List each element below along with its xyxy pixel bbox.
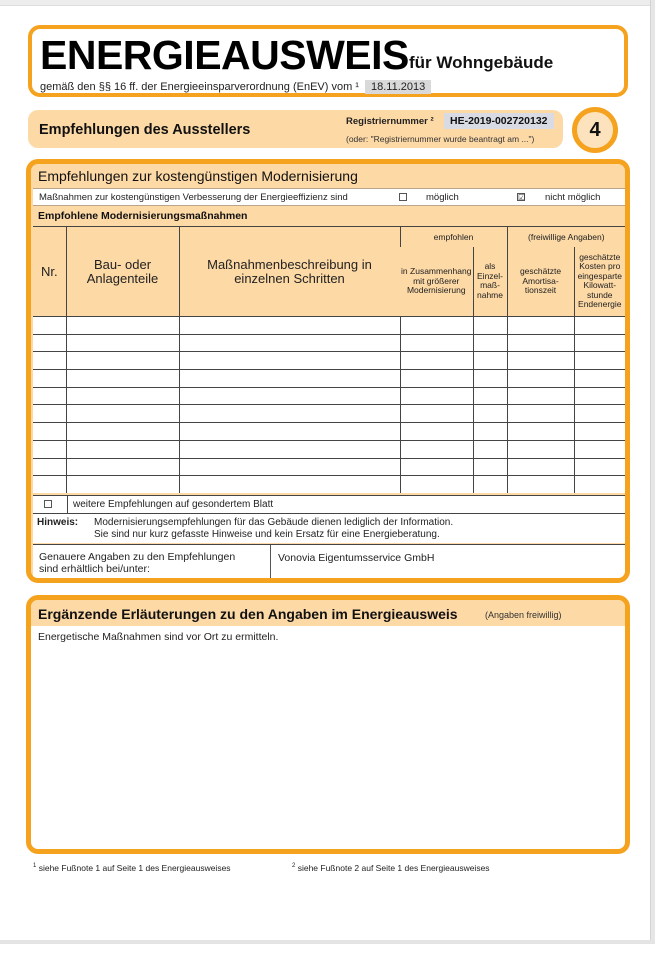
registration-number-field[interactable]: HE-2019-002720132 xyxy=(444,113,554,129)
cell[interactable] xyxy=(473,370,507,388)
option-not-possible-label: nicht möglich xyxy=(545,192,601,203)
cell[interactable] xyxy=(473,317,507,335)
cell[interactable] xyxy=(574,405,625,423)
table-row xyxy=(33,334,625,352)
document-subtitle: für Wohngebäude xyxy=(409,53,554,72)
cell[interactable] xyxy=(66,458,179,476)
divider xyxy=(270,545,271,583)
page-edge-bottom xyxy=(0,940,655,960)
cell[interactable] xyxy=(33,370,66,388)
cell[interactable] xyxy=(179,334,400,352)
col-header-description: Maßnahmenbeschreibung in einzelnen Schritten xyxy=(179,227,400,317)
cell[interactable] xyxy=(507,352,574,370)
cell[interactable] xyxy=(400,476,473,494)
cell[interactable] xyxy=(179,423,400,441)
info-contact-field[interactable]: Vonovia Eigentumsservice GmbH xyxy=(278,552,435,564)
title-box xyxy=(28,25,628,97)
info-label xyxy=(39,552,235,575)
col-header-component: Bau- oder Anlagenteile xyxy=(66,227,179,317)
footnote-2 xyxy=(292,863,490,873)
cell[interactable] xyxy=(400,458,473,476)
table-row xyxy=(33,423,625,441)
cell[interactable] xyxy=(66,334,179,352)
hint-line-2: Sie sind nur kurz gefasste Hinweise und kein Ersatz für eine Energieberatung. xyxy=(94,528,440,540)
page-edge-top xyxy=(0,0,650,6)
more-recommendations-row xyxy=(33,495,625,513)
cell[interactable] xyxy=(179,458,400,476)
section-band-title: Empfehlungen des Ausstellers xyxy=(39,122,251,138)
cell[interactable] xyxy=(507,334,574,352)
explanations-section xyxy=(26,595,630,854)
cell[interactable] xyxy=(33,423,66,441)
footnote-2-mark: 2 xyxy=(292,863,296,870)
cell[interactable] xyxy=(473,352,507,370)
footnote-2-text: siehe Fußnote 2 auf Seite 1 des Energieausweises xyxy=(295,863,490,873)
table-row xyxy=(33,440,625,458)
cell[interactable] xyxy=(400,317,473,335)
cell[interactable] xyxy=(574,370,625,388)
recommendations-title: Empfehlungen zur kostengünstigen Modernisierung xyxy=(38,168,358,184)
regulation-date-field[interactable]: 18.11.2013 xyxy=(365,80,431,94)
cell[interactable] xyxy=(66,423,179,441)
recommendations-section xyxy=(26,159,630,583)
regulation-text: gemäß den §§ 16 ff. der Energieeinsparverordnung (EnEV) vom ¹ xyxy=(40,81,359,93)
cell[interactable] xyxy=(179,317,400,335)
group-header-voluntary: (freiwillige Angaben) xyxy=(507,227,625,247)
cell[interactable] xyxy=(574,458,625,476)
cell[interactable] xyxy=(179,476,400,494)
info-label-line-2: sind erhältlich bei/unter: xyxy=(39,562,150,575)
checkbox-possible[interactable] xyxy=(399,193,407,201)
cell[interactable] xyxy=(179,440,400,458)
hint-label: Hinweis: xyxy=(37,517,79,528)
checkbox-more-recommendations[interactable] xyxy=(44,500,52,508)
cell[interactable] xyxy=(574,387,625,405)
table-row xyxy=(33,387,625,405)
cell[interactable] xyxy=(179,387,400,405)
cell[interactable] xyxy=(33,334,66,352)
measures-table xyxy=(33,226,625,493)
cell[interactable] xyxy=(179,370,400,388)
hint-text xyxy=(94,517,453,540)
cell[interactable] xyxy=(33,405,66,423)
cell[interactable] xyxy=(574,440,625,458)
cell[interactable] xyxy=(66,440,179,458)
table-row xyxy=(33,405,625,423)
footnote-1-mark: 1 xyxy=(33,863,37,870)
cell[interactable] xyxy=(473,334,507,352)
regulation-line xyxy=(40,80,431,94)
page-edge-right xyxy=(650,0,655,960)
cell[interactable] xyxy=(473,440,507,458)
hint-line-1: Modernisierungsempfehlungen für das Gebäude dienen lediglich der Information. xyxy=(94,517,454,528)
option-possible-label: möglich xyxy=(426,192,459,203)
cell[interactable] xyxy=(574,352,625,370)
page-number-badge: 4 xyxy=(572,107,618,153)
divider xyxy=(67,496,68,514)
cell[interactable] xyxy=(473,476,507,494)
cell[interactable] xyxy=(66,387,179,405)
cell[interactable] xyxy=(574,476,625,494)
cell[interactable] xyxy=(179,352,400,370)
info-contact-row xyxy=(33,544,625,583)
cell[interactable] xyxy=(400,405,473,423)
document-title: ENERGIEAUSWEIS xyxy=(40,32,409,78)
cell[interactable] xyxy=(66,405,179,423)
section-band xyxy=(28,110,563,148)
cell[interactable] xyxy=(400,440,473,458)
cell[interactable] xyxy=(574,423,625,441)
cell[interactable] xyxy=(507,423,574,441)
explanations-title: Ergänzende Erläuterungen zu den Angaben im Energieausweis xyxy=(38,606,458,622)
group-header-recommended: empfohlen xyxy=(400,227,507,247)
col-header-payback: geschätzte Amortisa-tionszeit xyxy=(507,247,574,317)
cell[interactable] xyxy=(400,370,473,388)
cell[interactable] xyxy=(33,352,66,370)
explanations-note: (Angaben freiwillig) xyxy=(485,610,562,620)
cell[interactable] xyxy=(507,370,574,388)
cell[interactable] xyxy=(507,405,574,423)
cell[interactable] xyxy=(179,405,400,423)
cell[interactable] xyxy=(507,317,574,335)
footnote-1 xyxy=(33,863,231,873)
table-row xyxy=(33,317,625,335)
cell[interactable] xyxy=(400,352,473,370)
hint-row xyxy=(33,513,625,543)
col-header-cost-per-kwh: geschätzte Kosten pro eingesparte Kilowatt-stunde Endenergie xyxy=(574,247,625,317)
col-header-with-modernisation: in Zusammenhang mit größerer Modernisierung xyxy=(400,247,473,317)
cost-effective-row xyxy=(33,188,625,206)
cell[interactable] xyxy=(574,317,625,335)
cell[interactable] xyxy=(33,458,66,476)
cell[interactable] xyxy=(33,317,66,335)
cell[interactable] xyxy=(400,387,473,405)
table-row xyxy=(33,476,625,494)
measures-heading: Empfohlene Modernisierungsmaßnahmen xyxy=(38,210,248,222)
footnote-1-text: siehe Fußnote 1 auf Seite 1 des Energieausweises xyxy=(36,863,231,873)
cell[interactable] xyxy=(473,423,507,441)
cell[interactable] xyxy=(66,370,179,388)
explanations-header xyxy=(31,600,625,626)
col-header-nr: Nr. xyxy=(33,227,66,317)
table-row xyxy=(33,352,625,370)
cell[interactable] xyxy=(66,317,179,335)
cell[interactable] xyxy=(33,387,66,405)
checkbox-not-possible[interactable]: ☑ xyxy=(518,193,526,202)
table-row xyxy=(33,458,625,476)
registration-note: (oder: "Registriernummer wurde beantragt am ...") xyxy=(346,134,535,144)
cell[interactable] xyxy=(66,476,179,494)
cell[interactable] xyxy=(473,387,507,405)
cell[interactable] xyxy=(574,334,625,352)
cell[interactable] xyxy=(400,423,473,441)
cell[interactable] xyxy=(507,476,574,494)
cell[interactable] xyxy=(33,476,66,494)
col-header-single-measure: als Einzel-maß-nahme xyxy=(473,247,507,317)
registration-label: Registriernummer ² xyxy=(346,116,434,127)
cell[interactable] xyxy=(507,440,574,458)
more-recommendations-label: weitere Empfehlungen auf gesondertem Blatt xyxy=(73,499,274,510)
cell[interactable] xyxy=(33,440,66,458)
cell[interactable] xyxy=(400,334,473,352)
cost-effective-text: Maßnahmen zur kostengünstigen Verbesserung der Energieeffizienz sind xyxy=(39,192,348,203)
cell[interactable] xyxy=(473,405,507,423)
cell[interactable] xyxy=(507,458,574,476)
table-row xyxy=(33,370,625,388)
info-label-line-1: Genauere Angaben zu den Empfehlungen xyxy=(39,551,236,563)
cell[interactable] xyxy=(66,352,179,370)
explanations-text-field[interactable]: Energetische Maßnahmen sind vor Ort zu ermitteln. xyxy=(38,631,279,643)
cell[interactable] xyxy=(507,387,574,405)
cell[interactable] xyxy=(473,458,507,476)
